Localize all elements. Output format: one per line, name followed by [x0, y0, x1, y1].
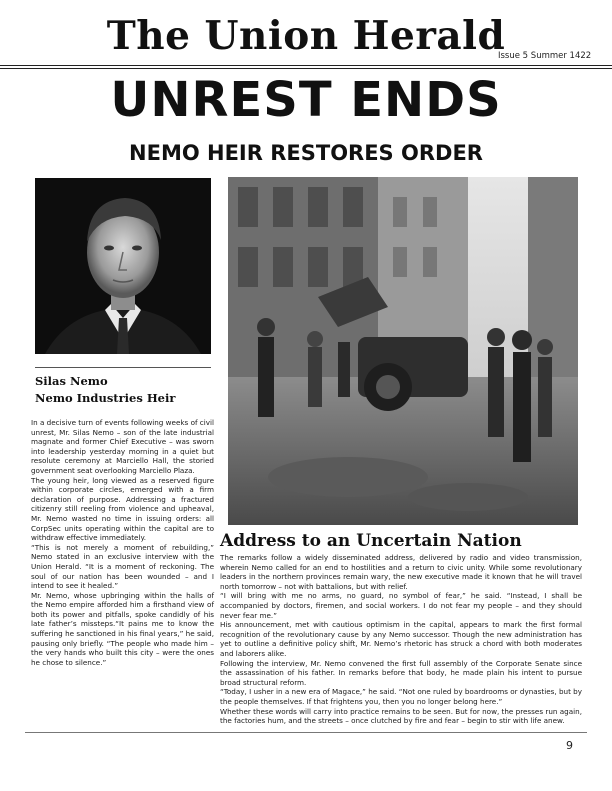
portrait-caption-name: Silas Nemo [35, 374, 108, 388]
right-paragraph: Whether these words will carry into practice remains to be seen. But for now, the presses run again, the factories hum, and the streets – once clutched by fire and fear – begin to stir with life anew. [220, 706, 582, 726]
right-paragraph: “Today, I usher in a new era of Magace,” he said. “Not one ruled by boardrooms or dynasties, but by the people themselves. If that frightens you, then you no longer belong here.” [220, 687, 582, 706]
left-article-column [31, 418, 214, 667]
masthead-rule-top [0, 65, 612, 66]
left-paragraph: “This is not merely a moment of rebuilding,” Nemo stated in an exclusive interview with the Union Herald. “It is a moment of reckoning. The soul of our nation has been wounded – and I intend to see it healed.” [31, 542, 214, 591]
section-title: Address to an Uncertain Nation [220, 531, 522, 551]
caption-rule [35, 367, 211, 368]
headline: UNREST ENDS [110, 72, 502, 128]
street-scene-photo [228, 177, 578, 525]
masthead-rule-bottom [0, 68, 612, 69]
issue-label: Issue 5 Summer 1422 [498, 51, 592, 61]
right-paragraph: His announcement, met with cautious optimism in the capital, appears to mark the first formal recognition of the revolutionary cause by any Nemo successor. Though the new administration has yet to outline a definitive policy shift, Mr. Nemo’s rhetoric has struck a chord with both moderates and laborers alike. [220, 620, 582, 658]
page-number: 9 [566, 739, 573, 752]
masthead-title: The Union Herald [106, 13, 506, 59]
left-paragraph: In a decisive turn of events following weeks of civil unrest, Mr. Silas Nemo – son of the late industrial magnate and former Chief Executive – was sworn into leadership yesterday morning in a quiet but resolute ceremony at Marciello Hall, the storied government seat overlooking Marciello Plaza. [31, 418, 214, 475]
footer-rule [25, 732, 587, 733]
left-paragraph: Mr. Nemo, whose upbringing within the halls of the Nemo empire afforded him a firsthand view of both its power and pitfalls, spoke candidly of his late father’s missteps.“It pains me to know the suffering he sanctioned in his final years,” he said, pausing only briefly. “The people who made him – the very hands who built this city – were the ones he chose to silence.” [31, 590, 214, 667]
right-paragraph: Following the interview, Mr. Nemo convened the first full assembly of the Corporate Senate since the assassination of his father. In remarks before that body, he made plain his intent to pursue broad structural reform. [220, 658, 582, 687]
street-scene-image [228, 177, 578, 525]
right-paragraph: “I will bring with me no arms, no guard, no symbol of fear,” he said. “Instead, I shall be accompanied by doctors, firemen, and social workers. I do not fear my people – and they should never fear me.” [220, 591, 582, 620]
left-paragraph: The young heir, long viewed as a reserved figure within corporate circles, emerged with a firm declaration of purpose. Addressing a fractured citizenry still reeling from violence and upheaval, Mr. Nemo wasted no time in issuing orders: all CorpSec units operating within the capital are to withdraw effective immediately. [31, 475, 214, 543]
portrait-photo [35, 178, 211, 354]
right-article-column [220, 553, 582, 726]
subhead: NEMO HEIR RESTORES ORDER [129, 141, 483, 165]
portrait-caption-title: Nemo Industries Heir [35, 391, 176, 405]
right-paragraph: The remarks follow a widely disseminated address, delivered by radio and video transmission, wherein Nemo called for an end to hostilities and a return to civic unity. While some revolutionary leaders in the northern provinces remain wary, the new executive made it known that he will travel north tomorrow – not with battalions, but with relief. [220, 553, 582, 591]
portrait-image [35, 178, 211, 354]
